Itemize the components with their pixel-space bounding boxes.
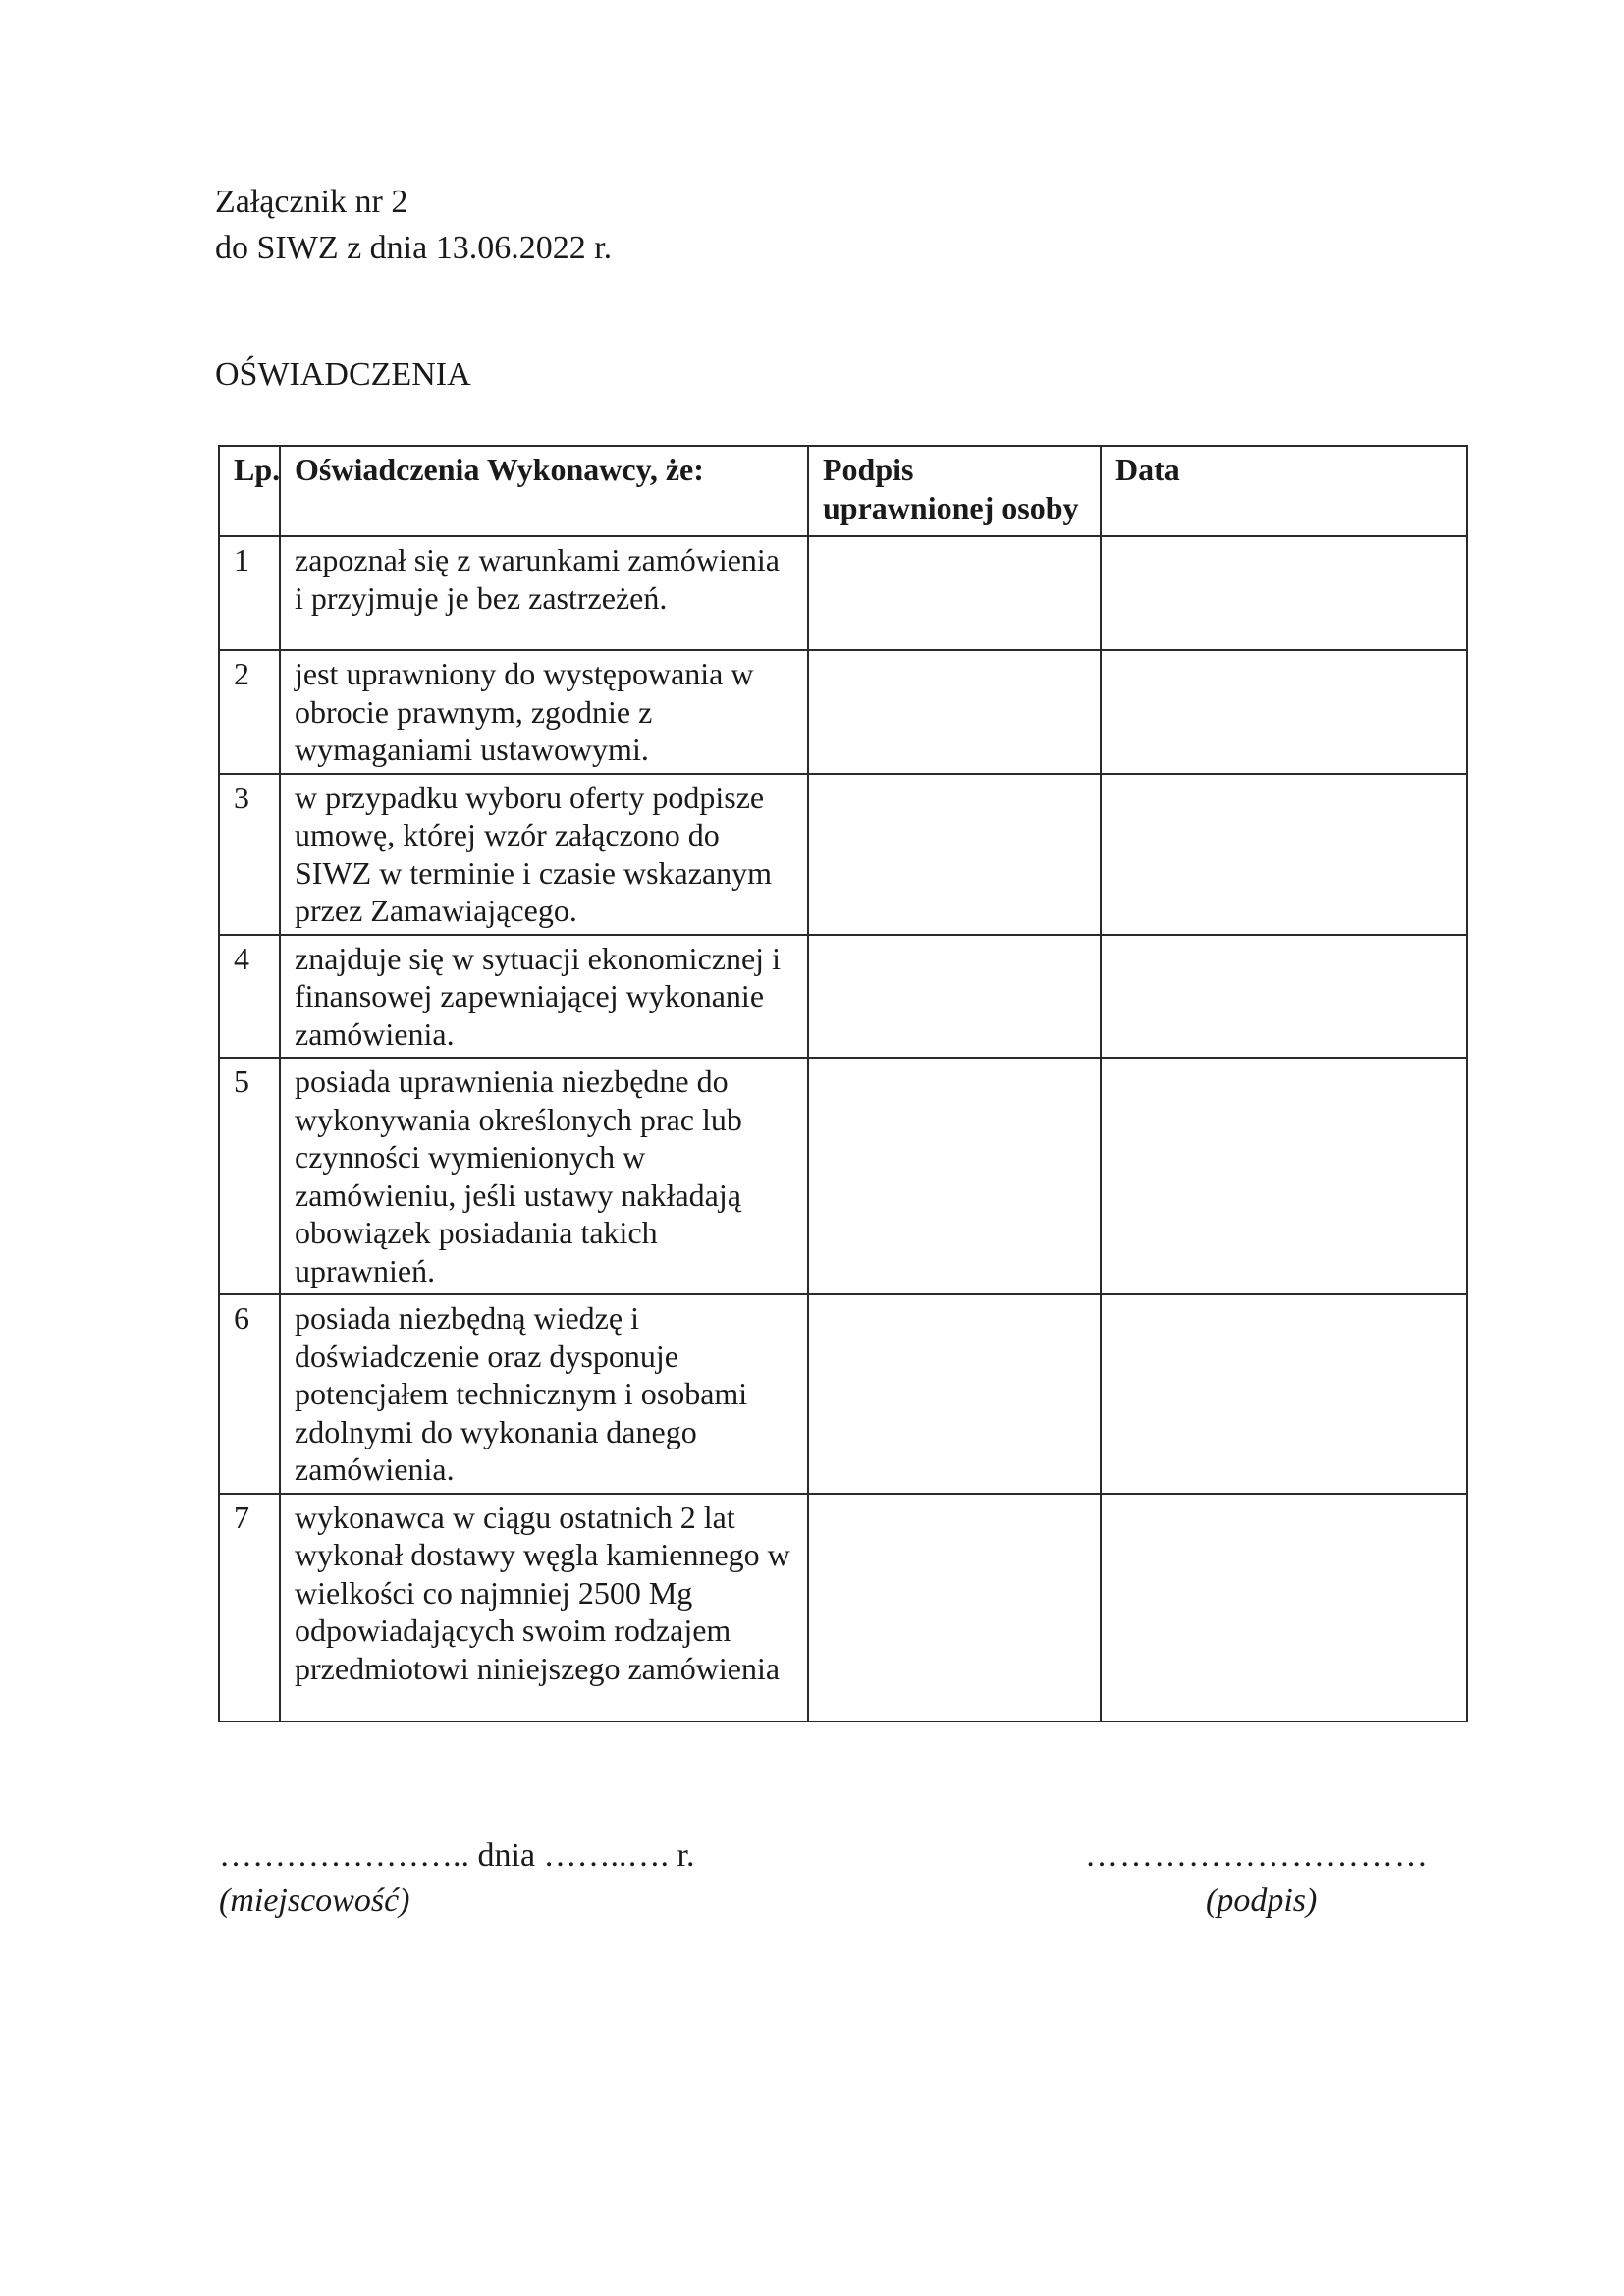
date-cell[interactable] [1101, 774, 1467, 935]
place-date-line[interactable]: ………………….. dnia ……..…. r. [219, 1837, 695, 1874]
row-number: 4 [219, 935, 280, 1059]
table-header-row [219, 446, 1467, 536]
header-lp: Lp. [219, 446, 280, 536]
table-row [219, 1058, 1467, 1294]
signature-cell[interactable] [808, 935, 1101, 1059]
signature-cell[interactable] [808, 650, 1101, 774]
statement-text: w przypadku wyboru oferty podpisze umowę, której wzór załączono do SIWZ w terminie i czasie wskazanym przez Zamawiającego. [280, 774, 808, 935]
signature-line[interactable]: ………………………… [1085, 1837, 1429, 1874]
date-cell[interactable] [1101, 536, 1467, 650]
signature-cell[interactable] [808, 1058, 1101, 1294]
date-cell[interactable] [1101, 1058, 1467, 1294]
date-cell[interactable] [1101, 935, 1467, 1059]
signature-cell[interactable] [808, 536, 1101, 650]
attachment-reference: do SIWZ z dnia 13.06.2022 r. [215, 230, 613, 266]
row-number: 7 [219, 1494, 280, 1722]
header-signature: Podpis uprawnionej osoby [808, 446, 1101, 536]
table-row [219, 1494, 1467, 1722]
header-date: Data [1101, 446, 1467, 536]
statement-text: znajduje się w sytuacji ekonomicznej i finansowej zapewniającej wykonanie zamówienia. [280, 935, 808, 1059]
row-number: 6 [219, 1294, 280, 1494]
signature-cell[interactable] [808, 774, 1101, 935]
document-title: OŚWIADCZENIA [215, 356, 471, 393]
signature-cell[interactable] [808, 1494, 1101, 1722]
date-cell[interactable] [1101, 650, 1467, 774]
signature-cell[interactable] [808, 1294, 1101, 1494]
row-number: 5 [219, 1058, 280, 1294]
statement-text: jest uprawniony do występowania w obrocie prawnym, zgodnie z wymaganiami ustawowymi. [280, 650, 808, 774]
table-row [219, 935, 1467, 1059]
header-statement: Oświadczenia Wykonawcy, że: [280, 446, 808, 536]
signature-caption: (podpis) [1206, 1883, 1318, 1919]
table-row [219, 650, 1467, 774]
place-caption: (miejscowość) [219, 1883, 410, 1919]
statement-text: zapoznał się z warunkami zamówienia i przyjmuje je bez zastrzeżeń. [280, 536, 808, 650]
table-row [219, 536, 1467, 650]
statement-text: posiada uprawnienia niezbędne do wykonywania określonych prac lub czynności wymienionych w zamówieniu, jeśli ustawy nakładają obowiązek posiadania takich uprawnień. [280, 1058, 808, 1294]
declarations-table [218, 445, 1468, 1722]
table-row [219, 1294, 1467, 1494]
date-cell[interactable] [1101, 1494, 1467, 1722]
table-row [219, 774, 1467, 935]
statement-text: wykonawca w ciągu ostatnich 2 lat wykonał dostawy węgla kamiennego w wielkości co najmniej 2500 Mg odpowiadających swoim rodzajem przedmiotowi niniejszego zamówienia [280, 1494, 808, 1722]
row-number: 3 [219, 774, 280, 935]
attachment-number: Załącznik nr 2 [215, 184, 408, 220]
date-cell[interactable] [1101, 1294, 1467, 1494]
statement-text: posiada niezbędną wiedzę i doświadczenie oraz dysponuje potencjałem technicznym i osobami zdolnymi do wykonania danego zamówienia. [280, 1294, 808, 1494]
row-number: 1 [219, 536, 280, 650]
row-number: 2 [219, 650, 280, 774]
